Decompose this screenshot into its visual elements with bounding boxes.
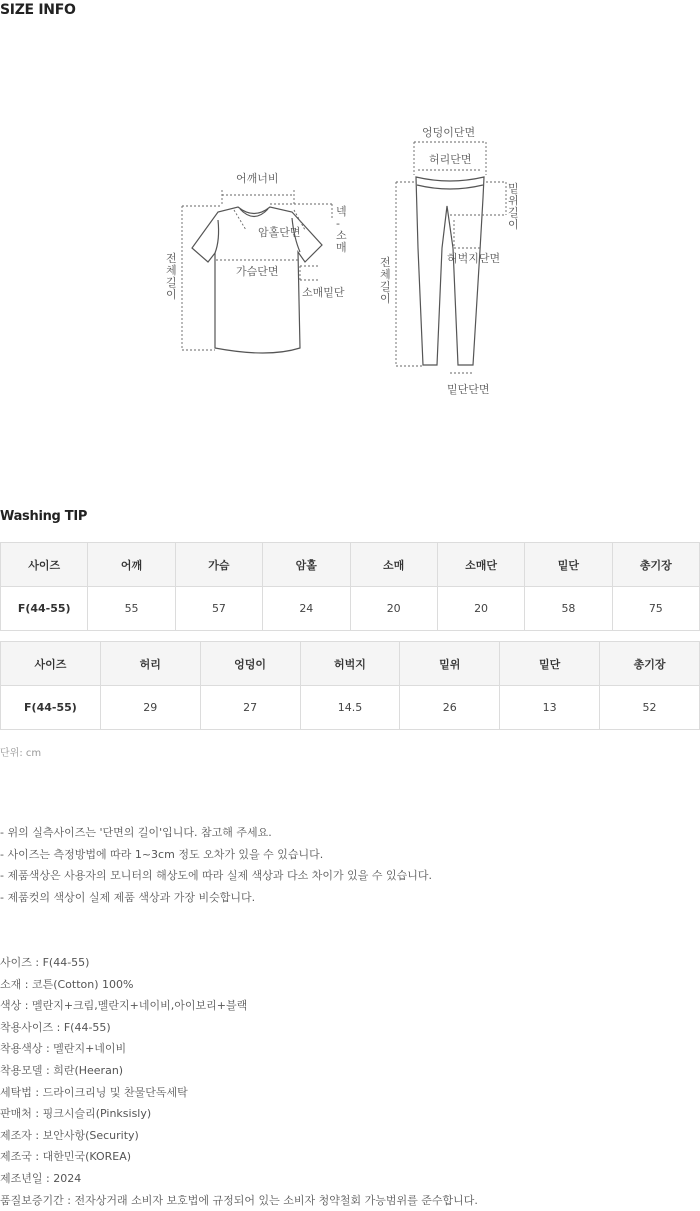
spec-item: 소재 : 코튼(Cotton) 100% (0, 977, 134, 991)
pants-illustration (416, 177, 484, 365)
svg-text:위: 위 (508, 194, 519, 207)
svg-text:전: 전 (380, 256, 391, 269)
table-cell: 58 (525, 587, 612, 631)
table-header-cell: 사이즈 (1, 642, 101, 686)
table-cell: 57 (175, 587, 262, 631)
spec-item: 착용색상 : 멜란지+네이비 (0, 1042, 127, 1056)
washing-tip-title: Washing TIP (0, 509, 88, 524)
chest-label: 가슴단면 (236, 265, 279, 278)
table-header-cell: 엉덩이 (200, 642, 300, 686)
table-cell: F(44-55) (1, 686, 101, 730)
table-header-cell: 소매 (350, 543, 437, 587)
top-total-length-label (166, 251, 177, 301)
note-item: - 사이즈는 측정방법에 따라 1~3cm 정도 오차가 있을 수 있습니다. (0, 847, 324, 861)
table-cell: 20 (350, 587, 437, 631)
spec-item: 착용사이즈 : F(44-55) (0, 1020, 111, 1034)
svg-text:체: 체 (166, 264, 177, 277)
table-cell: 29 (100, 686, 200, 730)
table-cell: 24 (263, 587, 350, 631)
table-cell: 20 (437, 587, 524, 631)
table-row (1, 686, 700, 730)
table-header-row (1, 642, 700, 686)
tshirt-illustration (192, 207, 322, 353)
table-header-cell: 어깨 (88, 543, 175, 587)
product-specs (0, 952, 478, 1211)
table-header-cell: 총기장 (600, 642, 700, 686)
svg-text:길: 길 (508, 206, 519, 219)
svg-text:이: 이 (508, 218, 519, 231)
table-header-cell: 사이즈 (1, 543, 88, 587)
unit-label: 단위: cm (0, 748, 42, 759)
spec-item: 사이즈 : F(44-55) (0, 956, 90, 969)
table-header-row (1, 543, 700, 587)
table-header-cell: 밑단 (525, 543, 612, 587)
sleeve-hem-label: 소매밑단 (302, 286, 345, 299)
svg-text:넥: 넥 (336, 205, 347, 218)
table-cell: 75 (612, 587, 699, 631)
spec-item: 제조국 : 대한민국(KOREA) (0, 1150, 132, 1164)
svg-text:밑: 밑 (508, 182, 519, 195)
svg-text:이: 이 (380, 292, 391, 305)
svg-text:이: 이 (166, 288, 177, 301)
size-notes (0, 822, 432, 909)
table-header-cell: 소매단 (437, 543, 524, 587)
svg-text:길: 길 (166, 276, 177, 289)
svg-text:소: 소 (336, 229, 347, 242)
table-header-cell: 총기장 (612, 543, 699, 587)
measurement-diagram (160, 120, 520, 410)
hem-label: 밑단단면 (447, 383, 490, 396)
table-cell: 27 (200, 686, 300, 730)
spec-item: 착용모델 : 희란(Heeran) (0, 1063, 124, 1077)
table-cell: 52 (600, 686, 700, 730)
svg-text:-: - (336, 217, 340, 230)
table-header-cell: 암홀 (263, 543, 350, 587)
bottom-total-length-label (380, 255, 391, 305)
tops-size-table (0, 542, 700, 631)
table-cell: 55 (88, 587, 175, 631)
table-cell: 26 (400, 686, 500, 730)
note-item: - 제품컷의 색상이 실제 제품 색상과 가장 비슷합니다. (0, 891, 256, 905)
waist-label: 허리단면 (429, 153, 472, 166)
table-header-cell: 허리 (100, 642, 200, 686)
shoulder-label: 어깨너비 (236, 172, 279, 185)
spec-item: 판매처 : 핑크시슬리(Pinksisly) (0, 1107, 152, 1121)
rise-label (508, 181, 519, 231)
neck-sleeve-label (336, 204, 347, 254)
table-header-cell: 밑위 (400, 642, 500, 686)
spec-item: 제조년일 : 2024 (0, 1171, 82, 1185)
table-header-cell: 밑단 (500, 642, 600, 686)
svg-text:전: 전 (166, 252, 177, 265)
table-cell: 13 (500, 686, 600, 730)
bottoms-size-table (0, 641, 700, 730)
armhole-label: 암홀단면 (258, 226, 301, 239)
note-item: - 제품색상은 사용자의 모니터의 해상도에 따라 실제 색상과 다소 차이가 있을 수 있습니다. (0, 869, 432, 883)
table-header-cell: 허벅지 (300, 642, 400, 686)
svg-text:체: 체 (380, 268, 391, 281)
svg-text:매: 매 (336, 241, 347, 254)
table-cell: F(44-55) (1, 587, 88, 631)
table-row (1, 587, 700, 631)
spec-item: 제조자 : 보안사항(Security) (0, 1128, 139, 1142)
size-info-title: SIZE INFO (0, 2, 76, 18)
table-cell: 14.5 (300, 686, 400, 730)
spec-item: 색상 : 멜란지+크림,멜란지+네이비,아이보리+블랙 (0, 999, 248, 1013)
spec-item: 세탁법 : 드라이크리닝 및 찬물단독세탁 (0, 1085, 188, 1099)
note-item: - 위의 실측사이즈는 '단면의 길이'입니다. 참고해 주세요. (0, 826, 272, 839)
hip-label: 엉덩이단면 (422, 126, 476, 139)
table-header-cell: 가슴 (175, 543, 262, 587)
spec-item: 품질보증기간 : 전자상거래 소비자 보호법에 규정되어 있는 소비자 청약철회 가능범위를 준수합니다. (0, 1193, 478, 1207)
thigh-label: 허벅지단면 (447, 252, 501, 265)
svg-text:길: 길 (380, 280, 391, 293)
